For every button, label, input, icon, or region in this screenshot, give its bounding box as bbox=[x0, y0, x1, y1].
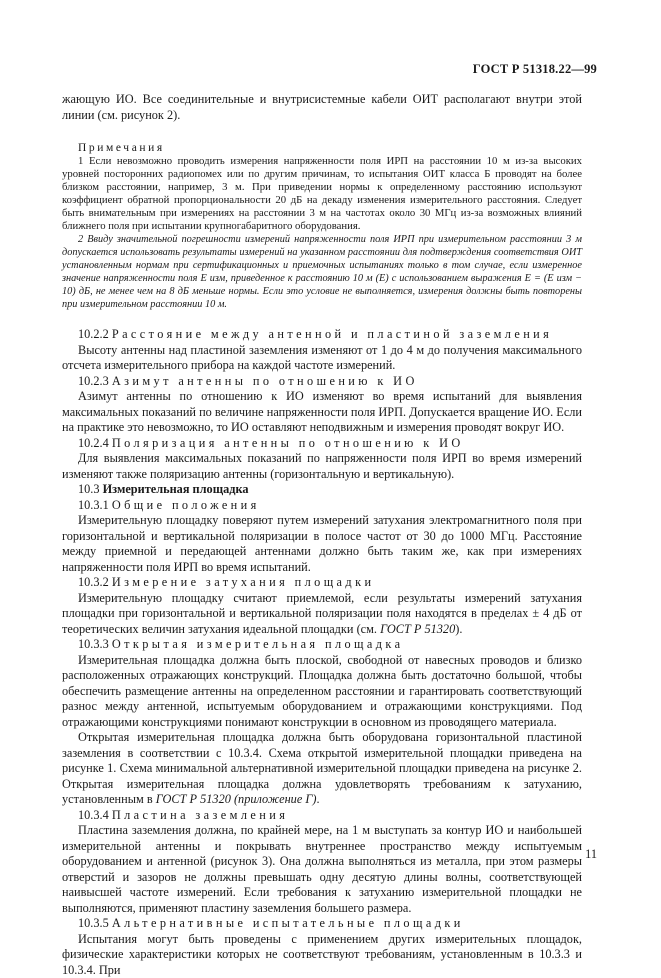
section-10-2-4-text: Для выявления максимальных показаний по напряженности поля ИРП во время измерений изменяют также поляризацию антенны (горизонтальную и вертикальную). bbox=[62, 451, 582, 482]
section-10-2-2-heading bbox=[62, 327, 582, 343]
note-1: 1 Если невозможно проводить измерения напряженности поля ИРП на расстоянии 10 м из-за высоких уровней посторонних радиопомех или по другим причинам, то испытания ОИТ класса Б проводят на более близком расстоянии, например, 3 м. При приведении нормы к определенному расстоянию используют коэффициент обратной пропорциональности 20 дБ на декаду изменения измерительного расстояния. Следует быть внимательным при измерениях на расстоянии 3 м на частотах около 30 МГц из-за возможных влияний ближнего поля при испытании крупногабаритного оборудования. bbox=[62, 155, 582, 233]
section-title: Альтернативные испытательные площадки bbox=[112, 916, 464, 930]
notes-title: Примечания bbox=[62, 141, 582, 155]
section-title: Общие положения bbox=[112, 498, 260, 512]
section-10-3-1-heading bbox=[62, 498, 582, 514]
section-title: Азимут антенны по отношению к ИО bbox=[112, 374, 418, 388]
document-body bbox=[62, 92, 582, 978]
standard-reference: ГОСТ Р 51320 (приложение Г) bbox=[156, 792, 317, 806]
section-number: 10.2.4 bbox=[78, 436, 109, 450]
section-10-3-5-text: Испытания могут быть проведены с применением других измерительных площадок, физические характеристики которых не соответствуют требованиям, установленным в 10.3.3 и 10.3.4. При bbox=[62, 932, 582, 978]
section-number: 10.3.4 bbox=[78, 808, 109, 822]
section-10-3-3-heading bbox=[62, 637, 582, 653]
section-10-3-heading bbox=[62, 482, 582, 498]
section-10-3-3-text-2: Открытая измерительная площадка должна быть оборудована горизонтальной пластиной заземления в соответствии с 10.3.4. Схема открытой измерительной площадки приведена на рисунке 1. Схема минимальной альтернативной измерительной площадки приведена на рисунке 2. Открытая измерительная площадка должна удовлетворять требованиям к затуханию, установленным в ГОСТ Р 51320 (приложение Г). bbox=[62, 730, 582, 808]
section-number: 10.2.2 bbox=[78, 327, 109, 341]
section-title: Пластина заземления bbox=[112, 808, 288, 822]
section-number: 10.3.1 bbox=[78, 498, 109, 512]
section-title: Открытая измерительная площадка bbox=[112, 637, 404, 651]
section-title: Расстояние между антенной и пластиной заземления bbox=[112, 327, 552, 341]
section-10-2-2-text: Высоту антенны над пластиной заземления изменяют от 1 до 4 м до получения максимального отсчета измерительного прибора на каждой частоте измерений. bbox=[62, 343, 582, 374]
intro-paragraph: жающую ИО. Все соединительные и внутрисистемные кабели ОИТ располагают внутри этой линии (см. рисунок 2). bbox=[62, 92, 582, 123]
section-10-2-3-heading bbox=[62, 374, 582, 390]
section-number: 10.3.5 bbox=[78, 916, 109, 930]
section-10-3-3-text-1: Измерительная площадка должна быть плоской, свободной от навесных проводов и близко расположенных отражающих конструкций. Площадка должна быть достаточно большой, чтобы обеспечить размещение антенны на определенном расстоянии и гарантировать соответствующий разнос между антенной, испытуемым оборудованием и отражающими конструкциями. Под отражающими конструкциями понимают конструкции в основном из проводящего материала. bbox=[62, 653, 582, 731]
section-number: 10.3.2 bbox=[78, 575, 109, 589]
section-10-3-2-heading bbox=[62, 575, 582, 591]
note-2: 2 Ввиду значительной погрешности измерений напряженности поля ИРП при измерительном расстоянии 3 м допускается использовать результаты измерений на указанном расстоянии для подтверждения соответствия ОИТ установленным нормам при сертификационных и приемочных испытаниях только в том случае, если измеренное значение напряженности поля E изм, приведенное к расстоянию 10 м (E) с использованием выражения E = (E изм − 10) дБ, не менее чем на 8 дБ меньше нормы. Если это условие не выполняется, измерения должны быть повторены при измерительном расстоянии 10 м. bbox=[62, 233, 582, 311]
section-number: 10.2.3 bbox=[78, 374, 109, 388]
section-10-3-4-heading bbox=[62, 808, 582, 824]
section-title: Поляризация антенны по отношению к ИО bbox=[112, 436, 464, 450]
standard-reference: ГОСТ Р 51320 bbox=[380, 622, 455, 636]
section-10-2-4-heading bbox=[62, 436, 582, 452]
section-10-3-5-heading bbox=[62, 916, 582, 932]
section-number: 10.3.3 bbox=[78, 637, 109, 651]
section-title: Измерение затухания площадки bbox=[112, 575, 375, 589]
section-10-2-3-text: Азимут антенны по отношению к ИО изменяют во время испытаний для выявления максимальных показаний по величине напряженности поля ИРП. Допускается вращение ИО. Если на практике это невозможно, то ИО оставляют неподвижным и измерения проводят вокруг ИО. bbox=[62, 389, 582, 436]
section-number: 10.3 bbox=[78, 482, 100, 496]
section-10-3-2-text: Измерительную площадку считают приемлемой, если результаты измерений затухания площадки при горизонтальной и вертикальной поляризации поля находятся в пределах ± 4 дБ от теоретических величин затухания идеальной площадки (см. ГОСТ Р 51320). bbox=[62, 591, 582, 638]
page-number: 11 bbox=[585, 847, 597, 862]
section-title: Измерительная площадка bbox=[103, 482, 249, 496]
document-header: ГОСТ Р 51318.22—99 bbox=[473, 62, 597, 77]
section-10-3-4-text: Пластина заземления должна, по крайней мере, на 1 м выступать за контур ИО и наибольшей измерительной антенны и покрывать внутреннее пространство между испытуемым оборудованием и антенной (рисунок 3). Она должна выполняться из металла, при этом размеры отверстий и зазоров не должны превышать одну десятую длины волны, соответствующей наивысшей частоте измерений. Если требования к затуханию измерительной площадки не выполняются, применяют пластину заземления большего размера. bbox=[62, 823, 582, 916]
section-10-3-1-text: Измерительную площадку поверяют путем измерений затухания электромагнитного поля при горизонтальной и вертикальной поляризации в полосе частот от 30 до 1000 МГц. Расстояние между приемной и передающей антеннами должно быть таким же, как при измерениях напряженности поля ИРП во время испытаний. bbox=[62, 513, 582, 575]
